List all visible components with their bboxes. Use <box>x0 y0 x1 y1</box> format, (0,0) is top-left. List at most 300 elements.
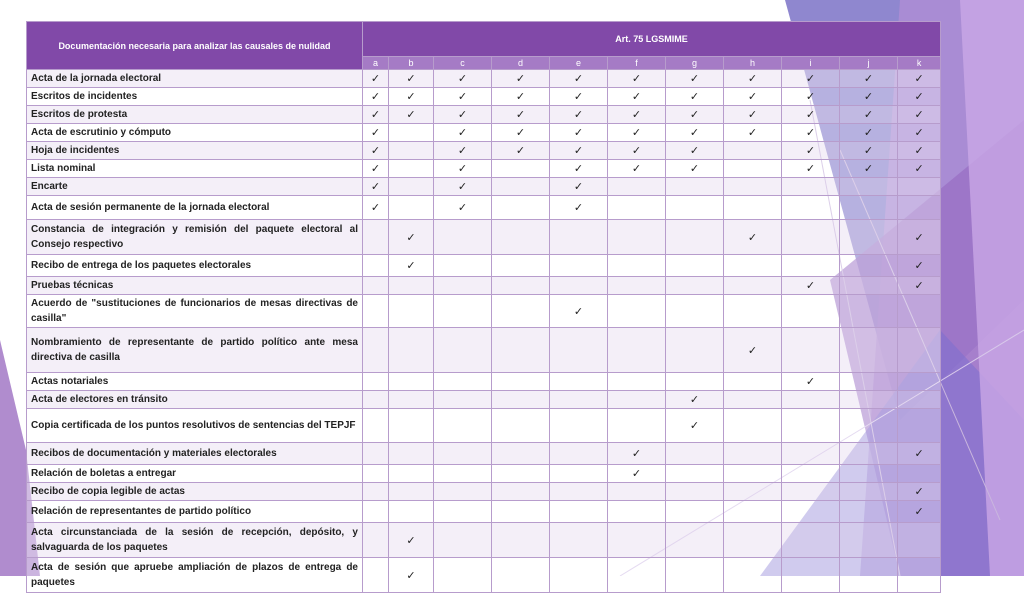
check-cell-f <box>608 160 666 178</box>
check-cell-c <box>434 160 492 178</box>
table-row <box>27 443 941 465</box>
check-cell-e <box>550 277 608 295</box>
check-cell-a <box>363 106 389 124</box>
check-cell-k <box>898 124 941 142</box>
check-cell-e <box>550 409 608 443</box>
check-cell-c <box>434 391 492 409</box>
check-cell-e <box>550 124 608 142</box>
checkmark-icon: ✓ <box>805 145 816 157</box>
check-cell-g <box>666 328 724 373</box>
check-cell-c <box>434 501 492 523</box>
check-cell-i <box>782 483 840 501</box>
check-cell-a <box>363 391 389 409</box>
check-cell-h <box>724 196 782 220</box>
checkmark-icon: ✓ <box>406 91 416 103</box>
check-cell-k <box>898 160 941 178</box>
checkmark-icon: ✓ <box>863 91 874 103</box>
table-row <box>27 124 941 142</box>
check-cell-k <box>898 409 941 443</box>
check-cell-k <box>898 142 941 160</box>
check-cell-f <box>608 295 666 328</box>
checkmark-icon: ✓ <box>515 91 526 103</box>
check-cell-e <box>550 106 608 124</box>
check-cell-a <box>363 70 389 88</box>
check-cell-j <box>840 220 898 255</box>
check-cell-k <box>898 391 941 409</box>
check-cell-a <box>363 178 389 196</box>
table-row <box>27 373 941 391</box>
checkmark-icon: ✓ <box>573 73 584 85</box>
column-header-a: a <box>363 57 389 70</box>
check-cell-d <box>492 523 550 558</box>
check-cell-i <box>782 160 840 178</box>
check-cell-c <box>434 465 492 483</box>
checkmark-icon: ✓ <box>370 73 381 85</box>
table-row <box>27 277 941 295</box>
check-cell-h <box>724 328 782 373</box>
check-cell-h <box>724 409 782 443</box>
check-cell-c <box>434 124 492 142</box>
checkmark-icon: ✓ <box>406 231 416 244</box>
checkmark-icon: ✓ <box>573 145 584 157</box>
table-row <box>27 196 941 220</box>
checkmark-icon: ✓ <box>457 202 468 214</box>
check-cell-e <box>550 255 608 277</box>
check-cell-h <box>724 88 782 106</box>
check-cell-b <box>389 443 434 465</box>
check-cell-i <box>782 255 840 277</box>
column-header-c: c <box>434 57 492 70</box>
check-cell-g <box>666 523 724 558</box>
check-cell-i <box>782 373 840 391</box>
check-cell-c <box>434 142 492 160</box>
check-cell-j <box>840 409 898 443</box>
check-cell-b <box>389 255 434 277</box>
check-cell-b <box>389 106 434 124</box>
check-cell-g <box>666 196 724 220</box>
check-cell-f <box>608 70 666 88</box>
check-cell-h <box>724 220 782 255</box>
check-cell-g <box>666 483 724 501</box>
check-cell-c <box>434 178 492 196</box>
check-cell-j <box>840 255 898 277</box>
checkmark-icon: ✓ <box>457 181 468 193</box>
check-cell-j <box>840 142 898 160</box>
check-cell-e <box>550 178 608 196</box>
checkmark-icon: ✓ <box>805 163 816 175</box>
check-cell-b <box>389 160 434 178</box>
check-cell-b <box>389 409 434 443</box>
check-cell-b <box>389 142 434 160</box>
checkmark-icon: ✓ <box>370 163 381 175</box>
check-cell-i <box>782 106 840 124</box>
check-cell-j <box>840 373 898 391</box>
table-row <box>27 178 941 196</box>
check-cell-d <box>492 409 550 443</box>
check-cell-i <box>782 328 840 373</box>
checkmark-icon: ✓ <box>805 109 816 121</box>
document-label: Pruebas técnicas <box>27 277 363 295</box>
document-label: Recibo de entrega de los paquetes electorales <box>27 255 363 277</box>
checkmark-icon: ✓ <box>914 448 924 460</box>
check-cell-g <box>666 409 724 443</box>
checkmark-icon: ✓ <box>457 91 468 103</box>
checkmark-icon: ✓ <box>747 73 758 85</box>
check-cell-d <box>492 558 550 593</box>
check-cell-e <box>550 88 608 106</box>
document-label: Acuerdo de "sustituciones de funcionarios de mesas directivas de casilla" <box>27 295 363 328</box>
check-cell-k <box>898 88 941 106</box>
check-cell-h <box>724 142 782 160</box>
check-cell-h <box>724 124 782 142</box>
checkmark-icon: ✓ <box>914 127 924 139</box>
checkmark-icon: ✓ <box>406 109 416 121</box>
check-cell-c <box>434 255 492 277</box>
checkmark-icon: ✓ <box>370 109 381 121</box>
column-header-d: d <box>492 57 550 70</box>
check-cell-j <box>840 465 898 483</box>
check-cell-d <box>492 255 550 277</box>
check-cell-f <box>608 523 666 558</box>
check-cell-d <box>492 501 550 523</box>
checkmark-icon: ✓ <box>914 91 924 103</box>
check-cell-g <box>666 295 724 328</box>
document-label: Relación de boletas a entregar <box>27 465 363 483</box>
checkmark-icon: ✓ <box>747 344 758 357</box>
check-cell-f <box>608 106 666 124</box>
check-cell-b <box>389 124 434 142</box>
checkmark-icon: ✓ <box>573 91 584 103</box>
check-cell-d <box>492 220 550 255</box>
check-cell-h <box>724 501 782 523</box>
checkmark-icon: ✓ <box>805 127 816 139</box>
checkmark-icon: ✓ <box>573 127 584 139</box>
check-cell-h <box>724 443 782 465</box>
check-cell-b <box>389 70 434 88</box>
check-cell-a <box>363 443 389 465</box>
checkmark-icon: ✓ <box>689 109 700 121</box>
check-cell-i <box>782 295 840 328</box>
check-cell-i <box>782 558 840 593</box>
check-cell-c <box>434 106 492 124</box>
check-cell-c <box>434 295 492 328</box>
check-cell-k <box>898 465 941 483</box>
check-cell-g <box>666 124 724 142</box>
check-cell-g <box>666 443 724 465</box>
check-cell-i <box>782 443 840 465</box>
check-cell-c <box>434 196 492 220</box>
document-label: Acta circunstanciada de la sesión de recepción, depósito, y salvaguarda de los paquetes <box>27 523 363 558</box>
document-label: Acta de escrutinio y cómputo <box>27 124 363 142</box>
checkmark-icon: ✓ <box>805 280 816 292</box>
checkmark-icon: ✓ <box>457 163 468 175</box>
check-cell-d <box>492 373 550 391</box>
check-cell-e <box>550 373 608 391</box>
check-cell-k <box>898 501 941 523</box>
check-cell-c <box>434 443 492 465</box>
check-cell-d <box>492 277 550 295</box>
check-cell-e <box>550 70 608 88</box>
checkmark-icon: ✓ <box>370 181 381 193</box>
table-row <box>27 220 941 255</box>
check-cell-k <box>898 220 941 255</box>
check-cell-e <box>550 295 608 328</box>
check-cell-a <box>363 277 389 295</box>
table-row <box>27 558 941 593</box>
check-cell-e <box>550 391 608 409</box>
document-label: Copia certificada de los puntos resolutivos de sentencias del TEPJF <box>27 409 363 443</box>
checkmark-icon: ✓ <box>689 420 700 432</box>
check-cell-d <box>492 142 550 160</box>
check-cell-k <box>898 558 941 593</box>
check-cell-h <box>724 277 782 295</box>
checkmark-icon: ✓ <box>747 109 758 121</box>
check-cell-d <box>492 391 550 409</box>
check-cell-f <box>608 465 666 483</box>
check-cell-b <box>389 88 434 106</box>
check-cell-f <box>608 220 666 255</box>
document-label: Acta de sesión permanente de la jornada electoral <box>27 196 363 220</box>
check-cell-i <box>782 409 840 443</box>
check-cell-c <box>434 70 492 88</box>
check-cell-h <box>724 391 782 409</box>
check-cell-h <box>724 523 782 558</box>
check-cell-k <box>898 178 941 196</box>
check-cell-d <box>492 178 550 196</box>
checkmark-icon: ✓ <box>457 145 468 157</box>
check-cell-h <box>724 178 782 196</box>
check-cell-e <box>550 160 608 178</box>
check-cell-a <box>363 373 389 391</box>
checkmark-icon: ✓ <box>914 163 924 175</box>
check-cell-c <box>434 277 492 295</box>
checkmark-icon: ✓ <box>747 91 758 103</box>
check-cell-j <box>840 196 898 220</box>
check-cell-i <box>782 277 840 295</box>
checkmark-icon: ✓ <box>914 486 924 498</box>
checkmark-icon: ✓ <box>573 181 584 193</box>
check-cell-e <box>550 328 608 373</box>
check-cell-b <box>389 196 434 220</box>
table-row <box>27 88 941 106</box>
document-label: Encarte <box>27 178 363 196</box>
check-cell-b <box>389 465 434 483</box>
check-cell-j <box>840 483 898 501</box>
check-cell-b <box>389 220 434 255</box>
check-cell-a <box>363 295 389 328</box>
check-cell-i <box>782 124 840 142</box>
check-cell-d <box>492 88 550 106</box>
check-cell-a <box>363 409 389 443</box>
check-cell-a <box>363 465 389 483</box>
check-cell-i <box>782 142 840 160</box>
check-cell-d <box>492 70 550 88</box>
check-cell-e <box>550 465 608 483</box>
checkmark-icon: ✓ <box>689 91 700 103</box>
check-cell-a <box>363 160 389 178</box>
checkmark-icon: ✓ <box>515 127 526 139</box>
table-row <box>27 106 941 124</box>
check-cell-h <box>724 465 782 483</box>
table-body <box>27 70 941 593</box>
checkmark-icon: ✓ <box>515 73 526 85</box>
check-cell-k <box>898 373 941 391</box>
document-label: Recibos de documentación y materiales electorales <box>27 443 363 465</box>
check-cell-i <box>782 220 840 255</box>
checkmark-icon: ✓ <box>457 109 468 121</box>
checkmark-icon: ✓ <box>914 145 924 157</box>
check-cell-j <box>840 88 898 106</box>
checkmark-icon: ✓ <box>914 109 924 121</box>
checkmark-icon: ✓ <box>370 127 381 139</box>
check-cell-c <box>434 523 492 558</box>
table-row <box>27 501 941 523</box>
column-header-k: k <box>898 57 941 70</box>
check-cell-b <box>389 501 434 523</box>
check-cell-h <box>724 373 782 391</box>
checkmark-icon: ✓ <box>914 231 924 244</box>
check-cell-b <box>389 373 434 391</box>
checkmark-icon: ✓ <box>863 163 874 175</box>
check-cell-f <box>608 178 666 196</box>
table-row <box>27 142 941 160</box>
checkmark-icon: ✓ <box>406 260 416 272</box>
check-cell-k <box>898 255 941 277</box>
check-cell-g <box>666 391 724 409</box>
check-cell-f <box>608 443 666 465</box>
checkmark-icon: ✓ <box>863 109 874 121</box>
check-cell-i <box>782 196 840 220</box>
check-cell-b <box>389 558 434 593</box>
check-cell-j <box>840 558 898 593</box>
check-cell-g <box>666 255 724 277</box>
checkmark-icon: ✓ <box>689 73 700 85</box>
check-cell-b <box>389 328 434 373</box>
check-cell-j <box>840 178 898 196</box>
check-cell-h <box>724 483 782 501</box>
checkmark-icon: ✓ <box>573 109 584 121</box>
checkmark-icon: ✓ <box>863 145 874 157</box>
check-cell-a <box>363 523 389 558</box>
check-cell-j <box>840 124 898 142</box>
check-cell-i <box>782 391 840 409</box>
checkmark-icon: ✓ <box>370 91 381 103</box>
check-cell-b <box>389 178 434 196</box>
column-header-b: b <box>389 57 434 70</box>
check-cell-j <box>840 523 898 558</box>
check-cell-f <box>608 124 666 142</box>
column-header-i: i <box>782 57 840 70</box>
table-row <box>27 409 941 443</box>
check-cell-h <box>724 295 782 328</box>
checkmark-icon: ✓ <box>689 127 700 139</box>
check-cell-d <box>492 196 550 220</box>
check-cell-g <box>666 160 724 178</box>
checkmark-icon: ✓ <box>406 73 416 85</box>
check-cell-h <box>724 558 782 593</box>
check-cell-k <box>898 196 941 220</box>
checkmark-icon: ✓ <box>370 145 381 157</box>
checkmark-icon: ✓ <box>406 569 416 582</box>
check-cell-k <box>898 483 941 501</box>
check-cell-k <box>898 443 941 465</box>
check-cell-j <box>840 295 898 328</box>
header-documentation: Documentación necesaria para analizar las causales de nulidad <box>27 22 363 70</box>
check-cell-k <box>898 328 941 373</box>
check-cell-j <box>840 501 898 523</box>
checkmark-icon: ✓ <box>631 127 642 139</box>
check-cell-a <box>363 196 389 220</box>
check-cell-f <box>608 255 666 277</box>
checkmark-icon: ✓ <box>573 202 584 214</box>
checkmark-icon: ✓ <box>689 145 700 157</box>
table-row <box>27 70 941 88</box>
checkmark-icon: ✓ <box>631 145 642 157</box>
check-cell-g <box>666 558 724 593</box>
check-cell-f <box>608 88 666 106</box>
check-cell-g <box>666 373 724 391</box>
check-cell-c <box>434 220 492 255</box>
check-cell-f <box>608 373 666 391</box>
check-cell-d <box>492 483 550 501</box>
document-label: Acta de sesión que apruebe ampliación de plazos de entrega de paquetes <box>27 558 363 593</box>
checkmark-icon: ✓ <box>515 109 526 121</box>
checkmark-icon: ✓ <box>370 202 381 214</box>
check-cell-g <box>666 220 724 255</box>
check-cell-f <box>608 501 666 523</box>
column-header-j: j <box>840 57 898 70</box>
check-cell-i <box>782 501 840 523</box>
check-cell-j <box>840 328 898 373</box>
check-cell-e <box>550 220 608 255</box>
checkmark-icon: ✓ <box>805 73 816 85</box>
check-cell-k <box>898 70 941 88</box>
checkmark-icon: ✓ <box>631 73 642 85</box>
column-header-g: g <box>666 57 724 70</box>
checkmark-icon: ✓ <box>747 231 758 244</box>
check-cell-k <box>898 277 941 295</box>
check-cell-c <box>434 483 492 501</box>
checkmark-icon: ✓ <box>573 305 584 318</box>
nullity-documents-table-wrapper <box>26 21 940 593</box>
check-cell-a <box>363 501 389 523</box>
check-cell-g <box>666 501 724 523</box>
check-cell-i <box>782 523 840 558</box>
check-cell-f <box>608 483 666 501</box>
check-cell-g <box>666 142 724 160</box>
column-header-f: f <box>608 57 666 70</box>
document-label: Actas notariales <box>27 373 363 391</box>
checkmark-icon: ✓ <box>689 394 700 406</box>
check-cell-i <box>782 465 840 483</box>
check-cell-j <box>840 106 898 124</box>
check-cell-j <box>840 70 898 88</box>
check-cell-d <box>492 295 550 328</box>
document-label: Hoja de incidentes <box>27 142 363 160</box>
check-cell-j <box>840 160 898 178</box>
checkmark-icon: ✓ <box>406 534 416 547</box>
document-label: Escritos de protesta <box>27 106 363 124</box>
check-cell-e <box>550 196 608 220</box>
checkmark-icon: ✓ <box>914 260 924 272</box>
table-row <box>27 160 941 178</box>
check-cell-h <box>724 255 782 277</box>
check-cell-c <box>434 558 492 593</box>
check-cell-b <box>389 295 434 328</box>
check-cell-e <box>550 443 608 465</box>
check-cell-b <box>389 391 434 409</box>
nullity-documents-table <box>26 21 941 593</box>
